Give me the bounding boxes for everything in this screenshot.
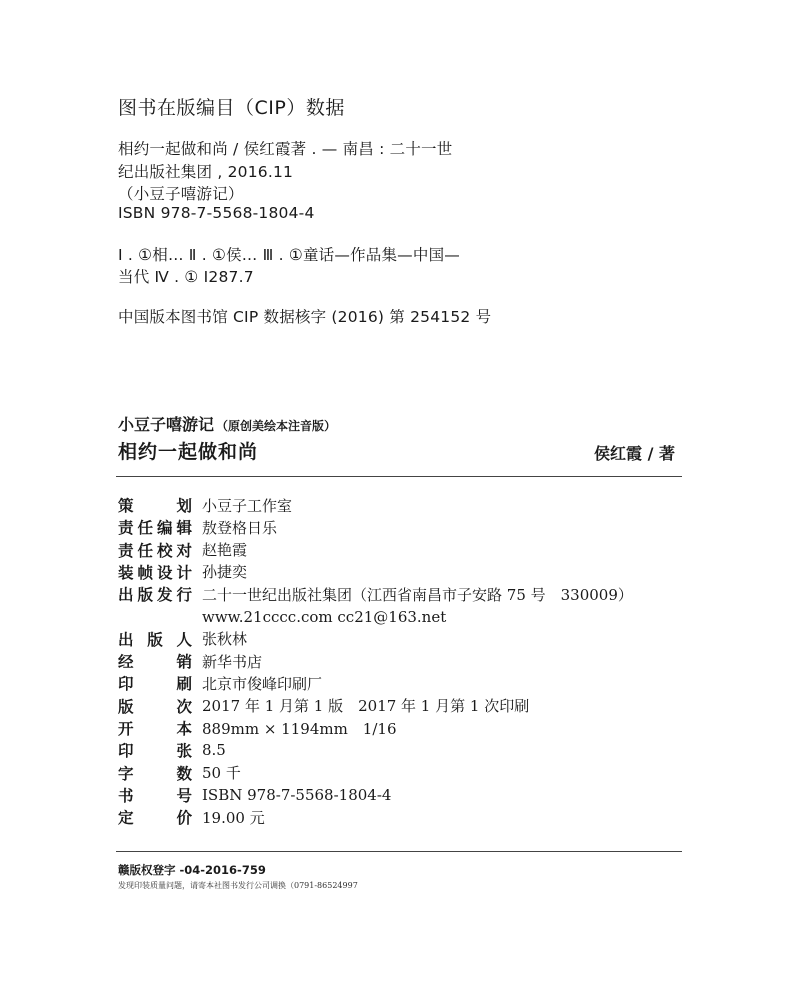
info-label-char: 人 (176, 630, 192, 649)
info-label (118, 561, 198, 583)
info-value: 小豆子工作室 (202, 496, 293, 515)
info-row (118, 494, 292, 516)
cip-heading: 图书在版编目（CIP）数据 (118, 97, 345, 119)
info-label-char: 发 (156, 586, 173, 605)
cip-line-6: 当代 Ⅳ . ① I287.7 (118, 268, 254, 286)
info-row (118, 762, 241, 784)
info-label-char: 刷 (176, 675, 192, 694)
info-label-char: 帧 (137, 563, 153, 582)
info-value: ISBN 978-7-5568-1804-4 (202, 785, 392, 804)
info-row (118, 695, 529, 717)
divider-top (116, 476, 682, 477)
info-value: 889mm × 1194mm 1/16 (202, 719, 397, 738)
info-label (118, 762, 198, 784)
info-label-char: 版 (137, 586, 153, 605)
info-label-char: 计 (176, 563, 192, 582)
info-label-char: 行 (176, 586, 192, 605)
cip-line-7: 中国版本图书馆 CIP 数据核字 (2016) 第 254152 号 (118, 308, 492, 326)
info-label (118, 628, 198, 650)
info-row (118, 717, 397, 739)
info-label-char: 张 (176, 742, 192, 761)
info-row (118, 739, 226, 761)
info-label (118, 650, 198, 672)
info-label-char: 印 (118, 675, 134, 694)
info-label-char: 经 (118, 653, 134, 672)
info-label-char: 印 (118, 742, 134, 761)
info-label-char: 设 (156, 563, 173, 582)
info-label-char: 责 (118, 519, 134, 538)
info-row (118, 561, 247, 583)
info-value: 50 千 (202, 764, 241, 783)
info-label-char: 任 (137, 519, 153, 538)
info-row (118, 606, 446, 628)
info-label-char: 开 (118, 720, 134, 738)
info-label-char: 字 (118, 764, 134, 783)
info-row (118, 628, 247, 650)
info-label-char: 版 (147, 630, 163, 649)
info-label (118, 516, 198, 538)
book-author: 侯红霞 / 著 (594, 444, 675, 463)
info-label-char: 次 (176, 697, 192, 716)
cip-line-2: 纪出版社集团 , 2016.11 (118, 163, 294, 181)
info-label (118, 806, 198, 828)
cip-line-4: ISBN 978-7-5568-1804-4 (118, 204, 315, 222)
info-label-char: 价 (176, 809, 192, 828)
info-value: 2017 年 1 月第 1 版 2017 年 1 月第 1 次印刷 (202, 697, 530, 716)
info-label-char: 出 (118, 630, 134, 649)
info-label-char: 定 (118, 809, 134, 828)
info-label-char: 装 (118, 563, 134, 582)
info-label (118, 784, 198, 806)
info-value: 孙捷奕 (202, 563, 248, 582)
info-label (118, 739, 198, 761)
info-label-char: 销 (176, 653, 192, 672)
info-value: 赵艳霞 (202, 541, 248, 560)
copyright-registration: 赣版权登字 -04-2016-759 (118, 863, 266, 877)
info-label-char: 责 (118, 541, 134, 560)
cip-line-1: 相约一起做和尚 / 侯红霞著 . — 南昌 : 二十一世 (118, 140, 453, 158)
info-value: 二十一世纪出版社集团（江西省南昌市子安路 75 号 330009） (202, 585, 633, 604)
series-name: 小豆子嘻游记 (118, 415, 215, 434)
info-label-char: 校 (156, 541, 173, 560)
info-label-char: 数 (176, 764, 192, 783)
info-label (118, 583, 198, 605)
info-row (118, 650, 262, 672)
info-label (118, 672, 198, 694)
info-value: 19.00 元 (202, 808, 265, 827)
info-label-char: 书 (118, 786, 134, 805)
info-label-char: 本 (176, 720, 192, 738)
info-value: 张秋林 (202, 630, 248, 649)
info-row (118, 784, 391, 806)
info-row (118, 539, 247, 561)
info-row (118, 806, 265, 828)
series-edition: （原创美绘本注音版） (216, 419, 337, 433)
info-value: 新华书店 (202, 652, 263, 671)
info-row (118, 583, 633, 605)
info-label (118, 494, 198, 516)
info-value: 8.5 (202, 741, 226, 760)
divider-bottom (116, 851, 682, 852)
info-label-char: 版 (118, 697, 134, 716)
info-value: 北京市俊峰印刷厂 (202, 674, 323, 693)
info-row (118, 516, 277, 538)
info-label (118, 717, 198, 739)
info-label-char: 策 (118, 497, 134, 515)
info-label-char: 编 (156, 519, 173, 538)
quality-notice: 发现印装质量问题，请寄本社图书发行公司调换（0791-86524997 (118, 881, 358, 890)
info-label-char: 任 (137, 541, 153, 560)
info-label-char: 划 (176, 497, 192, 515)
info-row (118, 672, 322, 694)
series-title (118, 412, 336, 435)
info-label-char: 出 (118, 586, 134, 605)
info-label-char: 对 (176, 541, 192, 560)
cip-line-3: （小豆子嘻游记） (118, 185, 244, 203)
info-label (118, 539, 198, 561)
info-label-char: 辑 (176, 519, 192, 538)
info-value: www.21cccc.com cc21@163.net (202, 607, 447, 626)
book-title: 相约一起做和尚 (118, 441, 259, 463)
info-label-char: 号 (176, 786, 192, 805)
info-value: 敖登格日乐 (202, 518, 278, 537)
cip-line-5: Ⅰ . ①相… Ⅱ . ①侯… Ⅲ . ①童话—作品集—中国— (118, 246, 460, 264)
info-label (118, 695, 198, 717)
